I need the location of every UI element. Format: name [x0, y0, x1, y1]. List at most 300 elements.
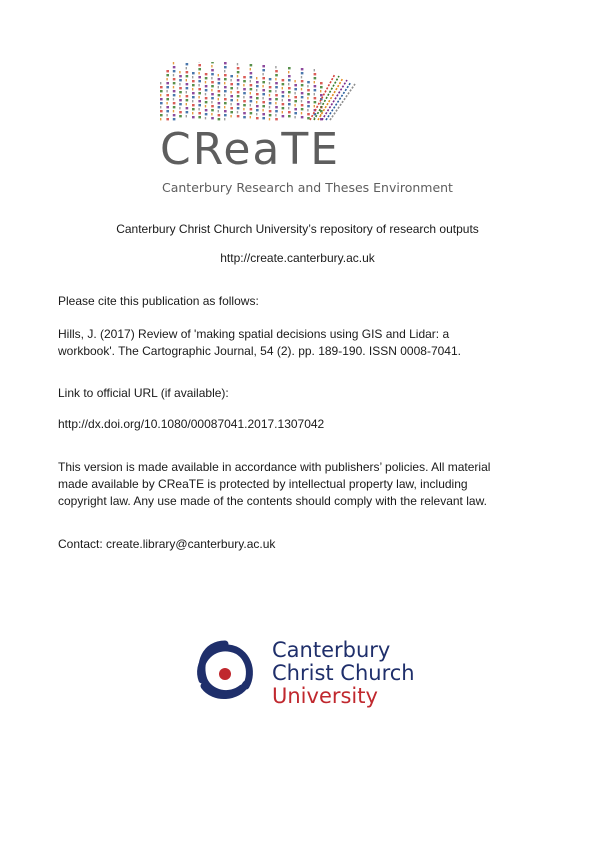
citation-intro-text: Please cite this publication as follows:: [58, 294, 259, 308]
binary-digit: [307, 81, 310, 83]
binary-digit: [256, 89, 257, 91]
binary-digit: [173, 82, 176, 84]
binary-digit: [160, 90, 163, 92]
binary-digit: [314, 105, 315, 107]
binary-digit: [186, 63, 189, 65]
binary-digit: [173, 110, 174, 112]
binary-digit: [224, 82, 225, 84]
binary-digit: [243, 116, 246, 118]
binary-digit: [160, 102, 163, 104]
binary-digit: [179, 79, 182, 81]
binary-digit: [288, 83, 289, 85]
link-label-text: Link to official URL (if available):: [58, 386, 229, 400]
binary-digit: [307, 101, 310, 103]
binary-digit: [262, 113, 265, 115]
binary-digit: [237, 99, 238, 101]
binary-digit: [250, 92, 251, 94]
binary-digit: [173, 70, 176, 72]
binary-digit: [314, 69, 315, 71]
binary-digit: [294, 100, 297, 102]
binary-digit: [198, 84, 199, 86]
binary-digit: [218, 118, 221, 120]
binary-digit: [166, 106, 169, 108]
binary-digit: [256, 85, 259, 87]
binary-digit: [301, 80, 304, 82]
binary-digit: [230, 95, 233, 97]
binary-digit: [198, 112, 201, 114]
binary-digit: [294, 96, 297, 98]
binary-digit: [230, 103, 231, 105]
binary-digit: [262, 97, 263, 99]
binary-digit: [186, 99, 189, 101]
binary-digit: [288, 95, 289, 97]
binary-digit: [237, 75, 238, 77]
binary-digit: [198, 100, 201, 102]
binary-digit: [230, 99, 233, 101]
repository-line: Canterbury Christ Church University’s repository of research outputs: [116, 222, 479, 236]
binary-digit: [186, 75, 189, 77]
binary-digit: [250, 112, 253, 114]
binary-digit: [275, 78, 276, 80]
binary-digit: [218, 74, 219, 76]
binary-digit: [275, 106, 278, 108]
binary-digit: [275, 110, 278, 112]
binary-digit: [218, 106, 221, 108]
binary-digit: [205, 77, 208, 79]
binary-digit: [288, 99, 291, 101]
binary-digit: [275, 102, 276, 104]
binary-digit: [186, 95, 189, 97]
binary-digit: [282, 111, 283, 113]
contact-email[interactable]: Contact: create.library@canterbury.ac.uk: [58, 537, 276, 551]
binary-digit: [243, 100, 246, 102]
binary-digit: [314, 81, 315, 83]
binary-digit: [186, 111, 189, 113]
binary-digit: [166, 114, 167, 116]
binary-digit: [173, 114, 176, 116]
binary-digit: [243, 92, 246, 94]
binary-columns: [160, 62, 355, 120]
binary-digit: [224, 78, 227, 80]
binary-digit: [282, 95, 285, 97]
binary-digit: [262, 89, 265, 91]
binary-digit: [237, 103, 240, 105]
binary-digit: [211, 73, 214, 75]
notice-line-1: This version is made available in accordance with publishers’ policies. All material: [58, 460, 491, 474]
binary-digit: [192, 84, 195, 86]
binary-digit: [250, 96, 253, 98]
binary-digit: [218, 82, 221, 84]
binary-digit: [186, 83, 189, 85]
binary-digit: [243, 84, 244, 86]
binary-digit: [256, 109, 259, 111]
binary-digit: [262, 73, 263, 75]
binary-digit: [186, 87, 189, 89]
binary-digit: [192, 96, 195, 98]
binary-digit: [237, 79, 240, 81]
binary-digit: [256, 113, 257, 115]
binary-digit: [250, 72, 253, 74]
citation-intro: [58, 293, 538, 310]
binary-digit: [205, 93, 206, 95]
binary-digit: [307, 93, 310, 95]
binary-digit: [237, 111, 238, 113]
binary-digit: [314, 77, 317, 79]
binary-digit: [173, 90, 176, 92]
link-label: [58, 385, 538, 402]
binary-digit: [294, 84, 297, 86]
binary-digit: [294, 80, 295, 82]
binary-digit: [211, 65, 212, 67]
binary-digit: [243, 96, 244, 98]
binary-digit: [192, 108, 195, 110]
binary-digit: [173, 86, 174, 88]
binary-digit: [198, 80, 201, 82]
binary-digit: [211, 105, 214, 107]
binary-digit: [307, 85, 308, 87]
binary-digit: [198, 88, 201, 90]
binary-digit: [230, 75, 233, 77]
binary-digit: [288, 71, 289, 73]
binary-digit: [211, 97, 214, 99]
binary-digit: [256, 81, 259, 83]
binary-digit: [243, 80, 246, 82]
binary-digit: [224, 114, 227, 116]
binary-digit: [186, 67, 187, 69]
binary-digit: [224, 106, 225, 108]
binary-digit: [301, 112, 302, 114]
binary-digit: [282, 87, 283, 89]
binary-digit: [256, 117, 259, 119]
repository-url[interactable]: http://create.canterbury.ac.uk: [220, 251, 375, 265]
binary-digit: [301, 72, 304, 74]
binary-digit: [179, 95, 180, 97]
binary-digit: [211, 89, 212, 91]
binary-digit: [166, 102, 167, 104]
binary-digit: [275, 82, 278, 84]
binary-digit: [301, 116, 304, 118]
binary-digit: [282, 79, 285, 81]
binary-digit: [301, 92, 304, 94]
binary-digit: [218, 86, 219, 88]
binary-digit: [224, 98, 227, 100]
binary-digit: [262, 65, 265, 67]
binary-digit: [224, 110, 227, 112]
binary-digit: [224, 102, 227, 104]
binary-digit: [179, 91, 182, 93]
binary-digit: [314, 93, 315, 95]
binary-digit: [230, 115, 231, 117]
binary-digit: [294, 92, 295, 94]
binary-digit: [282, 91, 285, 93]
binary-digit: [262, 81, 265, 83]
binary-digit: [173, 106, 176, 108]
binary-digit: [256, 105, 259, 107]
binary-digit: [250, 84, 253, 86]
binary-digit: [294, 108, 297, 110]
binary-digit: [262, 101, 265, 103]
binary-digit: [288, 115, 291, 117]
binary-digit: [192, 116, 195, 118]
binary-digit: [186, 91, 187, 93]
binary-digit: [211, 62, 214, 63]
binary-digit: [275, 74, 278, 76]
binary-digit: [237, 63, 238, 65]
binary-digit: [269, 78, 272, 80]
binary-digit: [198, 104, 201, 106]
binary-digit: [250, 108, 253, 110]
binary-digit: [320, 90, 321, 92]
binary-digit: [211, 117, 214, 119]
binary-digit: [198, 96, 199, 98]
binary-digit: [262, 69, 265, 71]
binary-digit: [192, 92, 195, 94]
binary-digit: [173, 62, 174, 64]
binary-digit: [160, 98, 163, 100]
binary-digit: [179, 111, 182, 113]
binary-digit: [269, 106, 270, 108]
binary-digit: [198, 76, 201, 78]
binary-digit: [173, 98, 174, 100]
binary-digit: [301, 96, 304, 98]
binary-digit: [192, 72, 195, 74]
binary-digit: [173, 78, 176, 80]
notice-line-3: copyright law. Any use made of the contents should comply with the relevant law.: [58, 494, 487, 508]
binary-digit: [211, 85, 214, 87]
binary-digit: [288, 67, 291, 69]
binary-digit: [301, 88, 302, 90]
binary-digit: [230, 107, 233, 109]
binary-digit: [307, 113, 310, 115]
binary-digit: [192, 104, 195, 106]
binary-digit: [230, 83, 233, 85]
binary-digit: [256, 97, 259, 99]
binary-digit: [237, 115, 240, 117]
binary-digit: [211, 69, 214, 71]
binary-digit: [269, 86, 272, 88]
binary-digit: [192, 100, 193, 102]
binary-digit: [166, 70, 169, 72]
binary-digit: [192, 80, 195, 82]
binary-digit: [192, 88, 193, 90]
binary-digit: [275, 66, 276, 68]
binary-digit: [301, 68, 304, 70]
binary-digit: [250, 116, 251, 118]
binary-digit: [269, 102, 272, 104]
binary-digit: [294, 116, 295, 118]
binary-digit: [205, 113, 208, 115]
binary-digit: [186, 115, 187, 117]
binary-digit: [198, 116, 201, 118]
binary-digit: [288, 79, 291, 81]
binary-digit: [262, 77, 265, 79]
crest-center: [219, 668, 231, 680]
binary-digit: [256, 77, 257, 79]
binary-digit: [294, 112, 297, 114]
binary-digit: [218, 110, 219, 112]
binary-digit: [288, 111, 291, 113]
binary-digit: [314, 101, 317, 103]
binary-digit: [243, 112, 246, 114]
binary-digit: [224, 94, 225, 96]
binary-digit: [205, 89, 208, 91]
binary-digit: [211, 77, 212, 79]
binary-digit: [198, 68, 201, 70]
binary-digit: [160, 94, 161, 96]
binary-digit: [269, 114, 272, 116]
binary-digit: [320, 94, 323, 96]
binary-digit: [269, 94, 270, 96]
binary-digit: [166, 82, 169, 84]
binary-digit: [218, 78, 221, 80]
binary-digit: [237, 83, 240, 85]
binary-digit: [262, 85, 263, 87]
binary-digit: [307, 97, 308, 99]
university-crest-icon: [190, 636, 260, 706]
binary-digit: [307, 89, 310, 91]
citation-line-1: Hills, J. (2017) Review of 'making spatial decisions using GIS and Lidar: a: [58, 327, 450, 341]
binary-digit: [218, 94, 221, 96]
binary-digit: [224, 118, 225, 120]
binary-digit: [275, 98, 278, 100]
binary-digit: [205, 73, 208, 75]
binary-digit: [160, 110, 163, 112]
binary-digit: [230, 79, 231, 81]
binary-digit: [282, 115, 285, 117]
contact: [58, 536, 538, 553]
binary-digit: [294, 88, 297, 90]
binary-digit: [179, 75, 182, 77]
binary-digit: [275, 70, 278, 72]
binary-digit: [243, 104, 246, 106]
binary-digit: [282, 99, 283, 101]
binary-digit: [314, 97, 317, 99]
citation-line-2: workbook'. The Cartographic Journal, 54 (2). pp. 189-190. ISSN 0008-7041.: [58, 344, 461, 358]
binary-digit: [230, 91, 231, 93]
binary-digit: [275, 94, 278, 96]
binary-digit: [314, 85, 317, 87]
binary-digit: [275, 86, 278, 88]
university-name-line-1: Canterbury: [272, 638, 391, 662]
binary-digit: [160, 106, 161, 108]
binary-digit: [288, 75, 291, 77]
binary-digit: [275, 114, 276, 116]
binary-digit: [237, 67, 240, 69]
binary-digit: [314, 89, 317, 91]
binary-digit: [250, 100, 253, 102]
binary-digit: [173, 74, 174, 76]
doi-link[interactable]: [58, 416, 538, 433]
binary-digit: [269, 82, 270, 84]
binary-digit: [179, 103, 182, 105]
binary-digit: [282, 103, 285, 105]
binary-digit: [307, 117, 310, 119]
binary-digit: [282, 107, 285, 109]
binary-digit: [320, 102, 321, 104]
binary-digit: [262, 93, 265, 95]
binary-digit: [179, 107, 180, 109]
binary-digit: [301, 108, 304, 110]
binary-digit: [166, 118, 169, 120]
binary-digit: [269, 90, 272, 92]
binary-digit: [224, 90, 227, 92]
binary-digit: [179, 71, 180, 73]
binary-digit: [288, 107, 289, 109]
binary-digit: [224, 62, 227, 64]
rights-notice: [58, 459, 538, 510]
binary-digit: [307, 109, 308, 111]
binary-digit: [218, 102, 221, 104]
create-tagline: Canterbury Research and Theses Environment: [162, 180, 453, 195]
binary-digit: [243, 108, 244, 110]
university-name-line-2: Christ Church: [272, 661, 415, 685]
binary-digit: [288, 91, 291, 93]
binary-digit: [224, 66, 227, 68]
binary-digit: [192, 76, 193, 78]
binary-digit: [262, 117, 265, 119]
binary-digit: [173, 118, 176, 120]
university-name-line-3: University: [272, 684, 378, 708]
binary-digit: [166, 78, 167, 80]
binary-digit: [205, 117, 206, 119]
binary-digit: [179, 83, 180, 85]
binary-digit: [198, 92, 201, 94]
binary-digit: [301, 100, 302, 102]
binary-digit: [160, 114, 163, 116]
binary-digit: [262, 105, 265, 107]
binary-digit: [211, 109, 214, 111]
binary-digit: [160, 82, 161, 84]
binary-digit: [205, 97, 208, 99]
binary-digit: [192, 112, 193, 114]
binary-digit: [262, 109, 263, 111]
binary-digit: [173, 94, 176, 96]
binary-digit: [275, 90, 276, 92]
notice-line-2: made available by CReaTE is protected by intellectual property law, including: [58, 477, 468, 491]
binary-digit: [179, 115, 182, 117]
binary-digit: [269, 118, 270, 120]
binary-digit: [173, 66, 176, 68]
binary-digit: [224, 70, 225, 72]
binary-digit: [307, 105, 310, 107]
binary-digit: [250, 104, 251, 106]
binary-digit: [205, 101, 208, 103]
binary-digit: [205, 81, 206, 83]
binary-digit: [218, 98, 219, 100]
binary-digit: [211, 93, 214, 95]
binary-digit: [294, 104, 295, 106]
binary-digit: [186, 103, 187, 105]
binary-digit: [288, 103, 291, 105]
binary-digit: [237, 87, 238, 89]
binary-digit: [256, 101, 257, 103]
binary-digit: [211, 113, 212, 115]
binary-digit: [288, 87, 291, 89]
doi-link-text[interactable]: http://dx.doi.org/10.1080/00087041.2017.1307042: [58, 417, 325, 431]
binary-digit: [230, 87, 233, 89]
binary-digit: [301, 76, 302, 78]
binary-digit: [160, 86, 163, 88]
binary-digit: [250, 68, 251, 70]
binary-digit: [269, 98, 272, 100]
binary-digit: [243, 88, 246, 90]
binary-digit: [198, 108, 199, 110]
binary-digit: [218, 114, 221, 116]
binary-digit: [166, 90, 167, 92]
binary-digit: [250, 76, 253, 78]
binary-digit: [211, 101, 212, 103]
binary-digit: [186, 71, 189, 73]
